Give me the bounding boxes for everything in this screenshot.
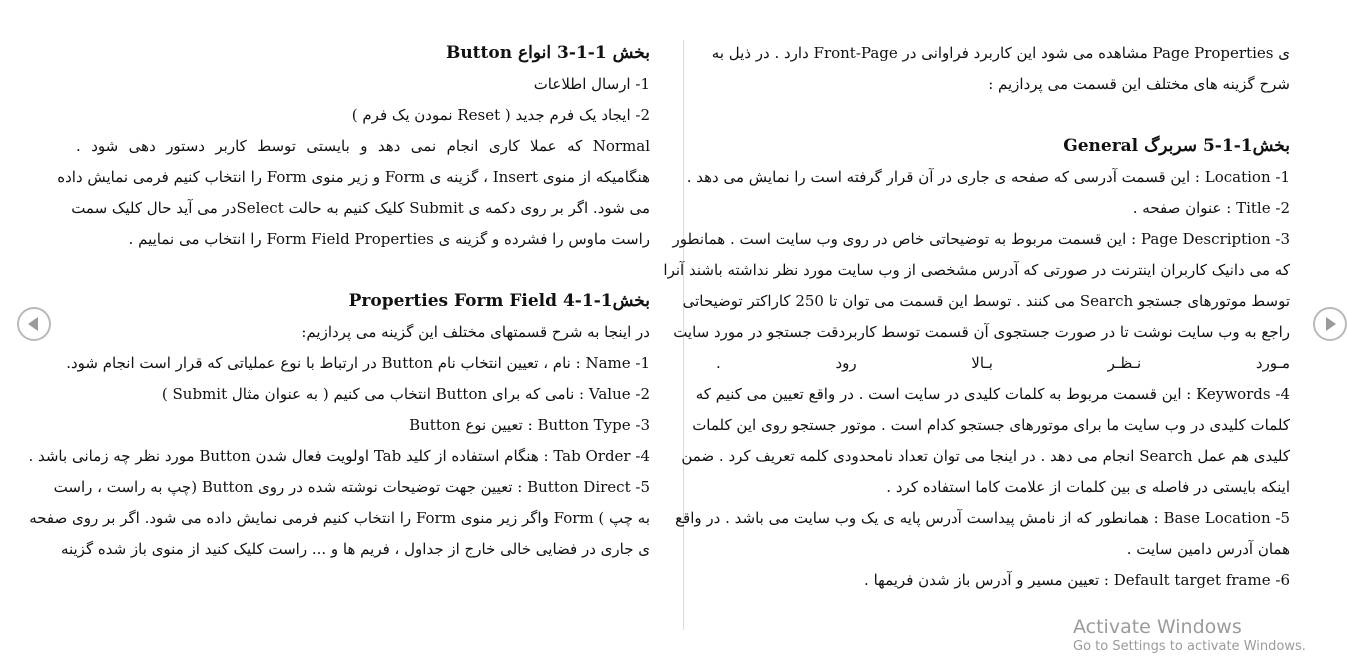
text-line: 2- ایجاد یک فرم جدید ( Reset نمودن یک فرم ): [351, 106, 650, 124]
text-line: کلمات کلیدی در وب سایت ما برای موتورهای جستجو کدام است . موتور جستجو روی این کلمات: [692, 416, 1290, 434]
text-line: 3- Button Type : تعیین نوع Button: [409, 416, 650, 434]
text-line: 1- Name : نام ، تعیین انتخاب نام Button در ارتباط با نوع عملیاتی که قرار است انجام شود.: [66, 354, 650, 372]
text-line: ی جاری در فضایی خالی خارج از جداول ، فریم ها و ... راست کلیک کنید از منوی باز شده گزینه: [60, 540, 650, 558]
text-line: کلیدی هم عمل Search انجام می دهد . در اینجا می توان تعداد نامحدودی کلمه تعریف کرد . ضمن: [681, 447, 1290, 465]
paragraph-gap: [716, 100, 1290, 131]
text-line: 2- Value : نامی که برای Button انتخاب می کنیم ( به عنوان مثال Submit ): [161, 385, 650, 403]
paragraph-gap: [76, 255, 650, 286]
text-line: 4- Keywords : این قسمت مربوط به کلمات کلیدی در سایت است . در واقع تعیین می کنیم که: [695, 385, 1290, 403]
text-line: که می دانیک کاربران اینترنت در صورتی که آدرس مشخصی از وب سایت مورد نظر نداشته باشند آنرا: [663, 261, 1290, 279]
text-line: 4- Tab Order : هنگام استفاده از کلید Tab اولویت فعال شدن Button مورد نظر چه زمانی باشد .: [28, 447, 650, 465]
section-heading: بخش1-1-4 Properties Form Field: [348, 291, 650, 311]
text-line: اینکه بایستی در فاصله ی بین کلمات از علامت کاما استفاده کرد .: [886, 478, 1290, 496]
text-line: 5- Base Location : همانطور که از نامش پیداست آدرس پایه ی یک وب سایت می باشد . در واقع: [675, 509, 1290, 527]
text-line: می شود. اگر بر روی دکمه ی Submit کلیک کنیم به حالت Selectدر می آید حال کلیک سمت: [71, 199, 650, 217]
section-heading: بخش 1-1-3 انواع Button: [445, 43, 650, 63]
text-line: 2- Title : عنوان صفحه .: [1132, 199, 1290, 217]
text-line: 6- Default target frame : تعیین مسیر و آدرس باز شدن فریمها .: [864, 571, 1290, 589]
watermark-title: Activate Windows: [1073, 616, 1242, 638]
watermark-subtitle: Go to Settings to activate Windows.: [1073, 639, 1306, 654]
text-line: 5- Button Direct : تعیین جهت توضیحات نوشته شده در روی Button (چپ به راست ، راست: [53, 478, 650, 496]
text-line: در اینجا به شرح قسمتهای مختلف این گزینه می پردازیم:: [301, 323, 650, 341]
text-line: 1- ارسال اطلاعات: [533, 75, 650, 93]
text-line: راست ماوس را فشرده و گزینه ی Form Field Properties را انتخاب می نماییم .: [128, 230, 650, 248]
text-line: شرح گزینه های مختلف این قسمت می پردازیم :: [988, 75, 1290, 93]
left-page: [28, 38, 650, 565]
text-line: مـورد نـظـر بـالا رود .: [716, 354, 1290, 372]
text-line: 1- Location : این قسمت آدرسی که صفحه ی جاری در آن قرار گرفته است را نمایش می دهد .: [686, 168, 1290, 186]
chevron-left-icon: [28, 317, 38, 331]
text-line: به چپ ) Form واگر زیر منوی Form را انتخاب کنیم فرمی نمایش داده می شود. اگر بر روی صفحه: [29, 509, 650, 527]
text-line: همان آدرس دامین سایت .: [1126, 540, 1290, 558]
text-line: ی Page Properties مشاهده می شود این کاربرد فراوانی در Front-Page دارد . در ذیل به: [711, 44, 1290, 62]
previous-page-button[interactable]: [17, 307, 51, 341]
text-line: توسط موتورهای جستجو Search می کنند . توسط این قسمت می توان تا 250 کاراکتر توضیحاتی: [682, 292, 1290, 310]
text-line: Normal که عملا کاری انجام نمی دهد و بایستی توسط کاربر دستور دهی شود .: [76, 137, 650, 155]
text-line: 3- Page Description : این قسمت مربوط به توضیحاتی خاص در روی وب سایت است . همانطور: [672, 230, 1290, 248]
text-line: راجع به وب سایت نوشت تا در صورت جستجوی آن قسمت توسط کاربرد‌قت جستجو در مورد سایت: [673, 323, 1290, 341]
section-heading: بخش1-1-5 سربرگ General: [1063, 136, 1290, 156]
next-page-button[interactable]: [1313, 307, 1347, 341]
activate-windows-watermark: [1073, 616, 1306, 656]
text-line: هنگامیکه از منوی Insert ، گزینه ی Form و زیر منوی Form را انتخاب کنیم فرمی نمایش داده: [57, 168, 650, 186]
right-page: [663, 38, 1290, 596]
chevron-right-icon: [1326, 317, 1336, 331]
